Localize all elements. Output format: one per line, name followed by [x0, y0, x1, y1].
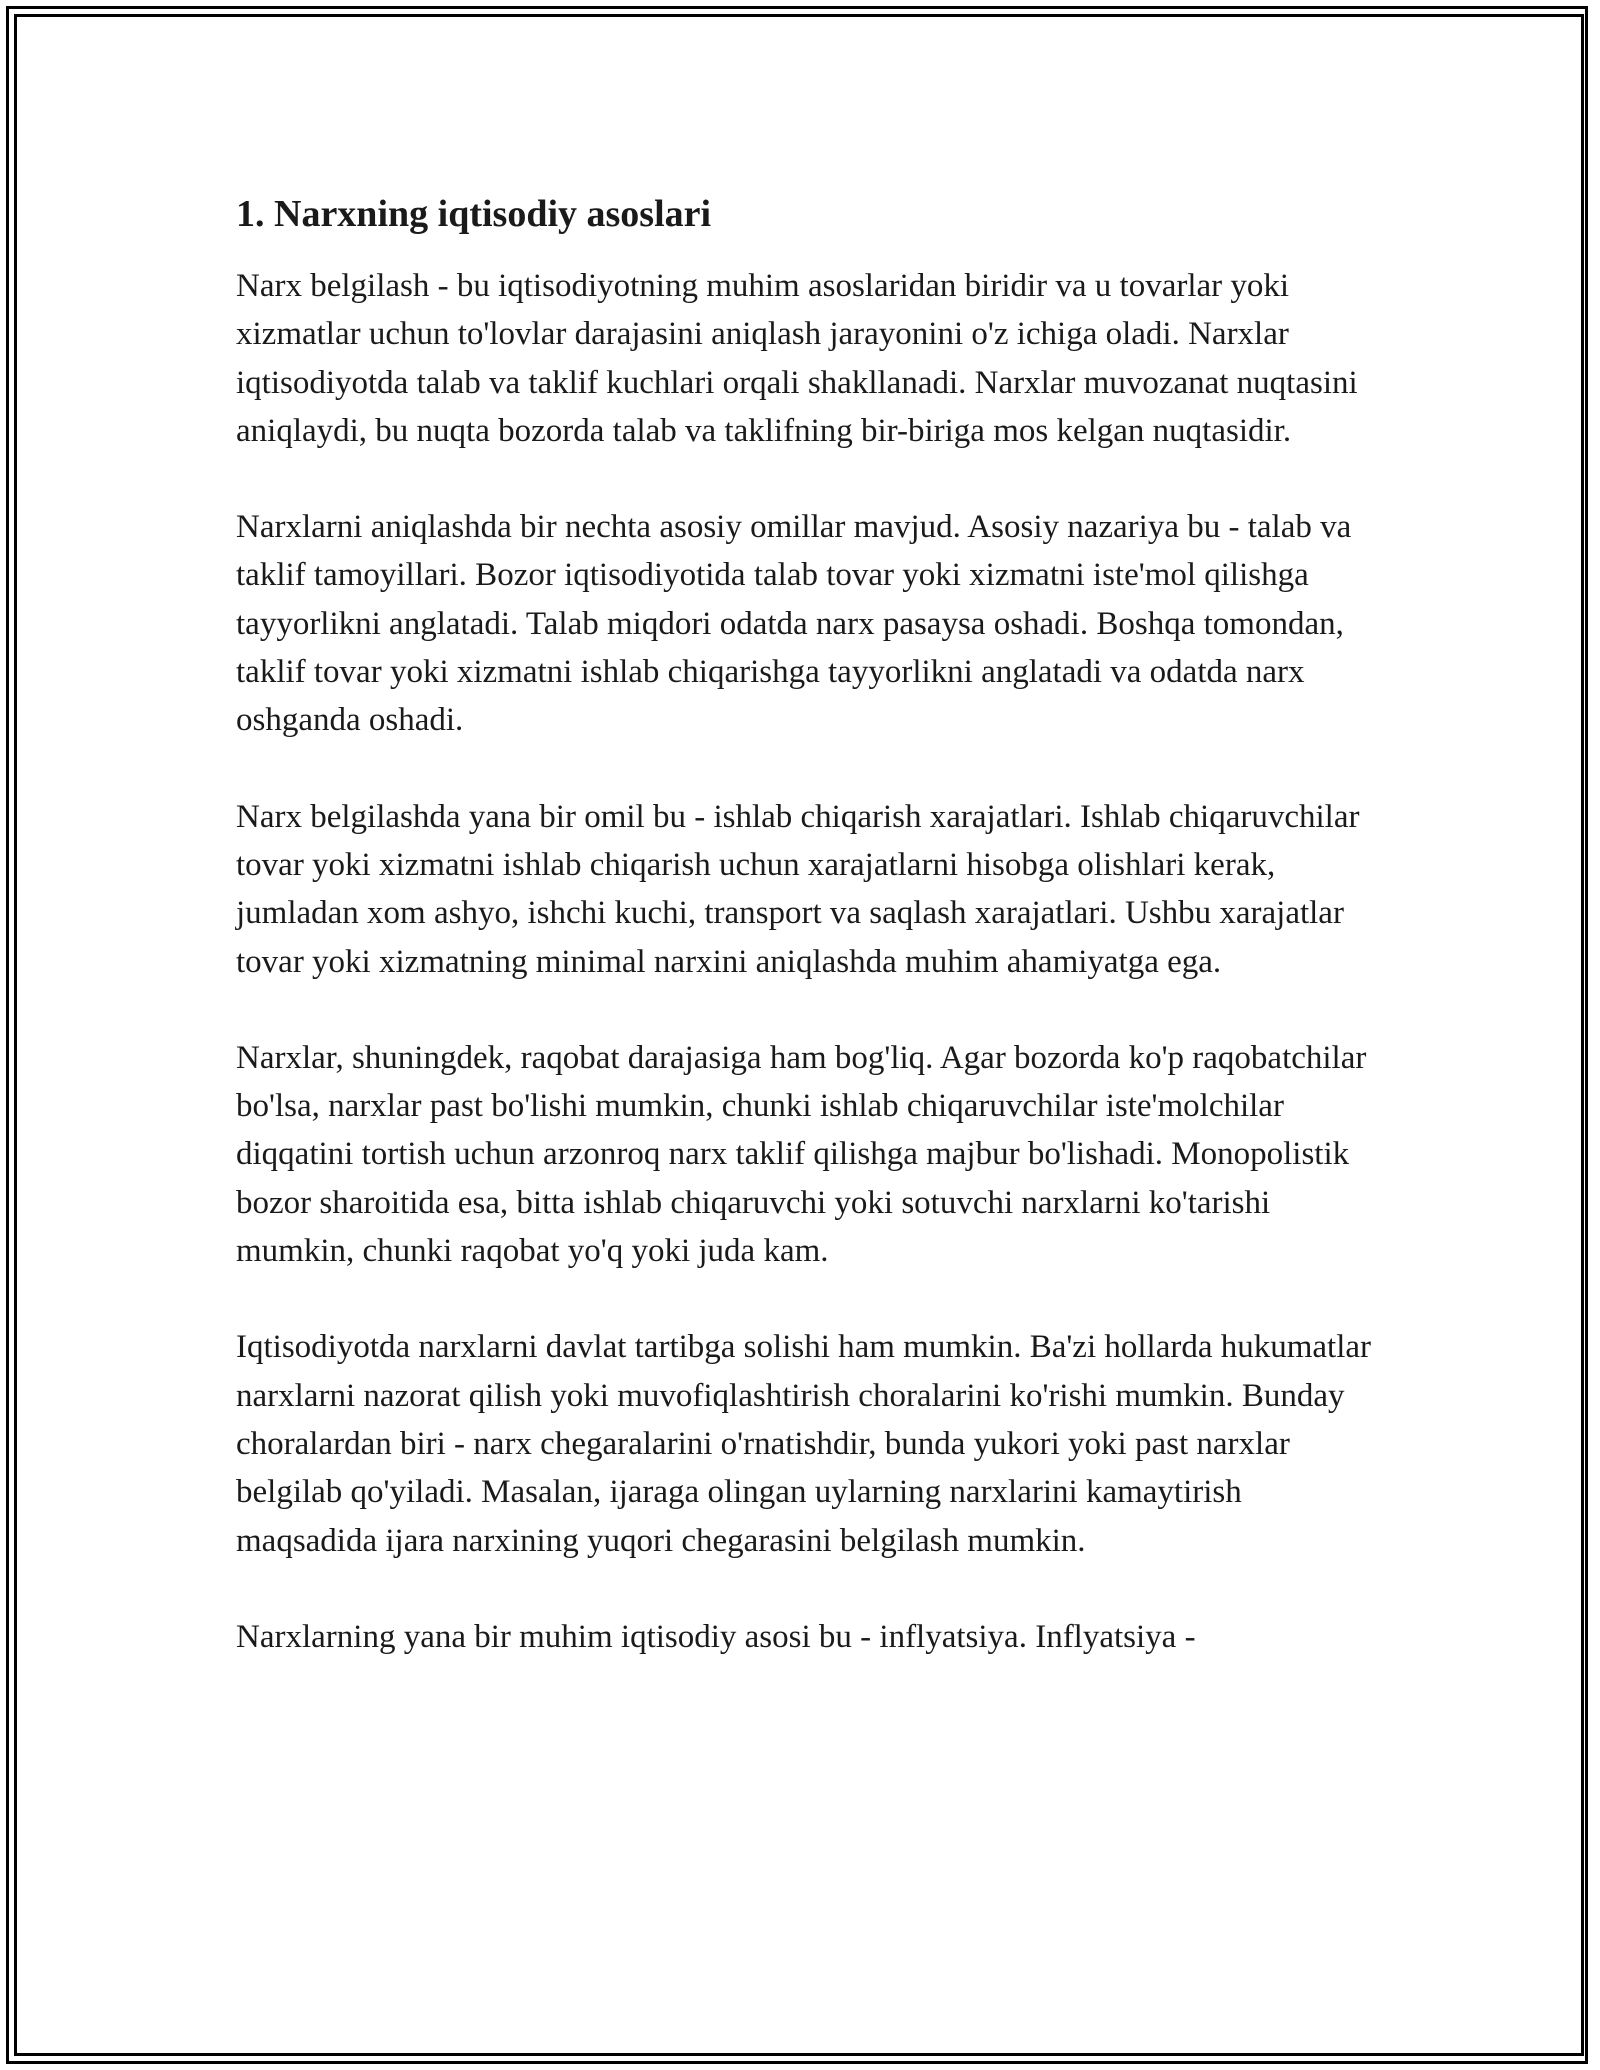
document-body	[236, 188, 1376, 1709]
paragraph-2: Narxlarni aniqlashda bir nechta asosiy omillar mavjud. Asosiy nazariya bu - talab va taklif tamoyillari. Bozor iqtisodiyotida talab tovar yoki xizmatni iste'mol qilishga tayyorlikni anglatadi. Talab miqdori odatda narx pasaysa oshadi. Boshqa tomondan, taklif tovar yoki xizmatni ishlab chiqarishga tayyorlikni anglatadi va odatda narx oshganda oshadi.	[236, 509, 1352, 739]
paragraph-1: Narx belgilash - bu iqtisodiyotning muhim asoslaridan biridir va u tovarlar yoki xizmatlar uchun to'lovlar darajasini aniqlash jarayonini o'z ichiga oladi. Narxlar iqtisodiyotda talab va taklif kuchlari orqali shakllanadi. Narxlar muvozanat nuqtasini aniqlaydi, bu nuqta bozorda talab va taklifning bir-biriga mos kelgan nuqtasidir.	[236, 268, 1358, 449]
page-title: 1. Narxning iqtisodiy asoslari	[236, 193, 712, 235]
paragraph-3: Narx belgilashda yana bir omil bu - ishlab chiqarish xarajatlari. Ishlab chiqaruvchilar tovar yoki xizmatni ishlab chiqarish uchun xarajatlarni hisobga olishlari kerak, jumladan xom ashyo, ishchi kuchi, transport va saqlash xarajatlari. Ushbu xarajatlar tovar yoki xizmatning minimal narxini aniqlashda muhim ahamiyatga ega.	[236, 798, 1360, 980]
paragraph-6: Narxlarning yana bir muhim iqtisodiy asosi bu - inflyatsiya. Inflyatsiya -	[236, 1618, 1196, 1655]
paragraph-4: Narxlar, shuningdek, raqobat darajasiga ham bog'liq. Agar bozorda ko'p raqobatchilar bo'lsa, narxlar past bo'lishi mumkin, chunki ishlab chiqaruvchilar iste'molchilar diqqatini tortish uchun arzonroq narx taklif qilishga majbur bo'lishadi. Monopolistik bozor sharoitida esa, bitta ishlab chiqaruvchi yoki sotuvchi narxlarni ko'tarishi mumkin, chunki raqobat yo'q yoki juda kam.	[236, 1039, 1367, 1270]
paragraph-5: Iqtisodiyotda narxlarni davlat tartibga solishi ham mumkin. Ba'zi hollarda hukumatlar narxlarni nazorat qilish yoki muvofiqlashtirish choralarini ko'rishi mumkin. Bunday choralardan biri - narx chegaralarini o'rnatishdir, bunda yukori yoki past narxlar belgilab qo'yiladi. Masalan, ijaraga olingan uylarning narxlarini kamaytirish maqsadida ijara narxining yuqori chegarasini belgilash mumkin.	[236, 1329, 1372, 1559]
